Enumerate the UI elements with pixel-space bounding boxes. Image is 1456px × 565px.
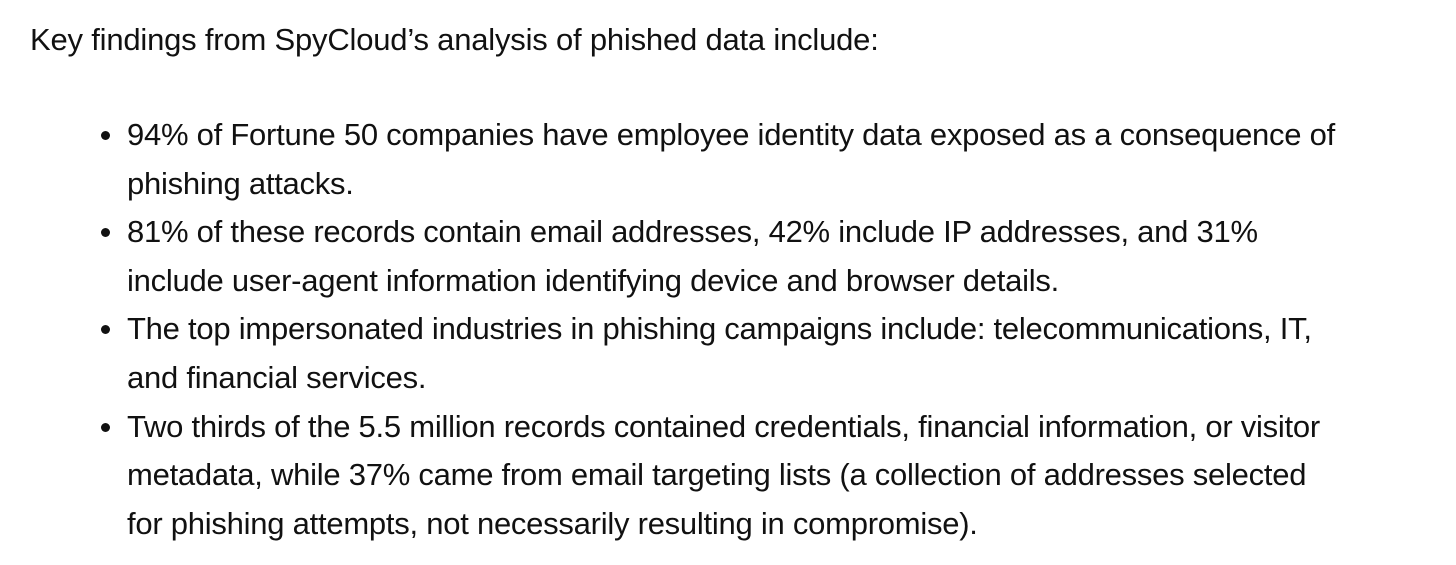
list-item — [0, 208, 1456, 305]
bullet-icon — [101, 131, 110, 140]
bullet-icon — [101, 423, 110, 432]
list-item — [0, 305, 1456, 402]
list-item-text: Two thirds of the 5.5 million records contained credentials, financial information, or visitor — [127, 408, 1320, 444]
list-item-text: 81% of these records contain email addresses, 42% include IP addresses, and 31% — [127, 214, 1258, 250]
list-item-text: phishing attacks. — [127, 165, 354, 201]
list-item-text: The top impersonated industries in phishing campaigns include: telecommunications, IT, — [127, 311, 1312, 347]
bullet-icon — [101, 325, 110, 334]
list-item — [0, 111, 1456, 208]
findings-list — [0, 111, 1456, 548]
bullet-icon — [101, 228, 110, 237]
list-item-text: 94% of Fortune 50 companies have employee identity data exposed as a consequence of — [127, 117, 1336, 152]
intro-paragraph: Key findings from SpyCloud’s analysis of phished data include: — [30, 22, 879, 57]
list-item-text: metadata, while 37% came from email targeting lists (a collection of addresses selected — [127, 457, 1307, 493]
list-item-text: and financial services. — [127, 359, 427, 395]
list-item-text: include user-agent information identifying device and browser details. — [127, 262, 1059, 298]
list-item-text: for phishing attempts, not necessarily resulting in compromise). — [127, 505, 978, 541]
list-item — [0, 403, 1456, 549]
